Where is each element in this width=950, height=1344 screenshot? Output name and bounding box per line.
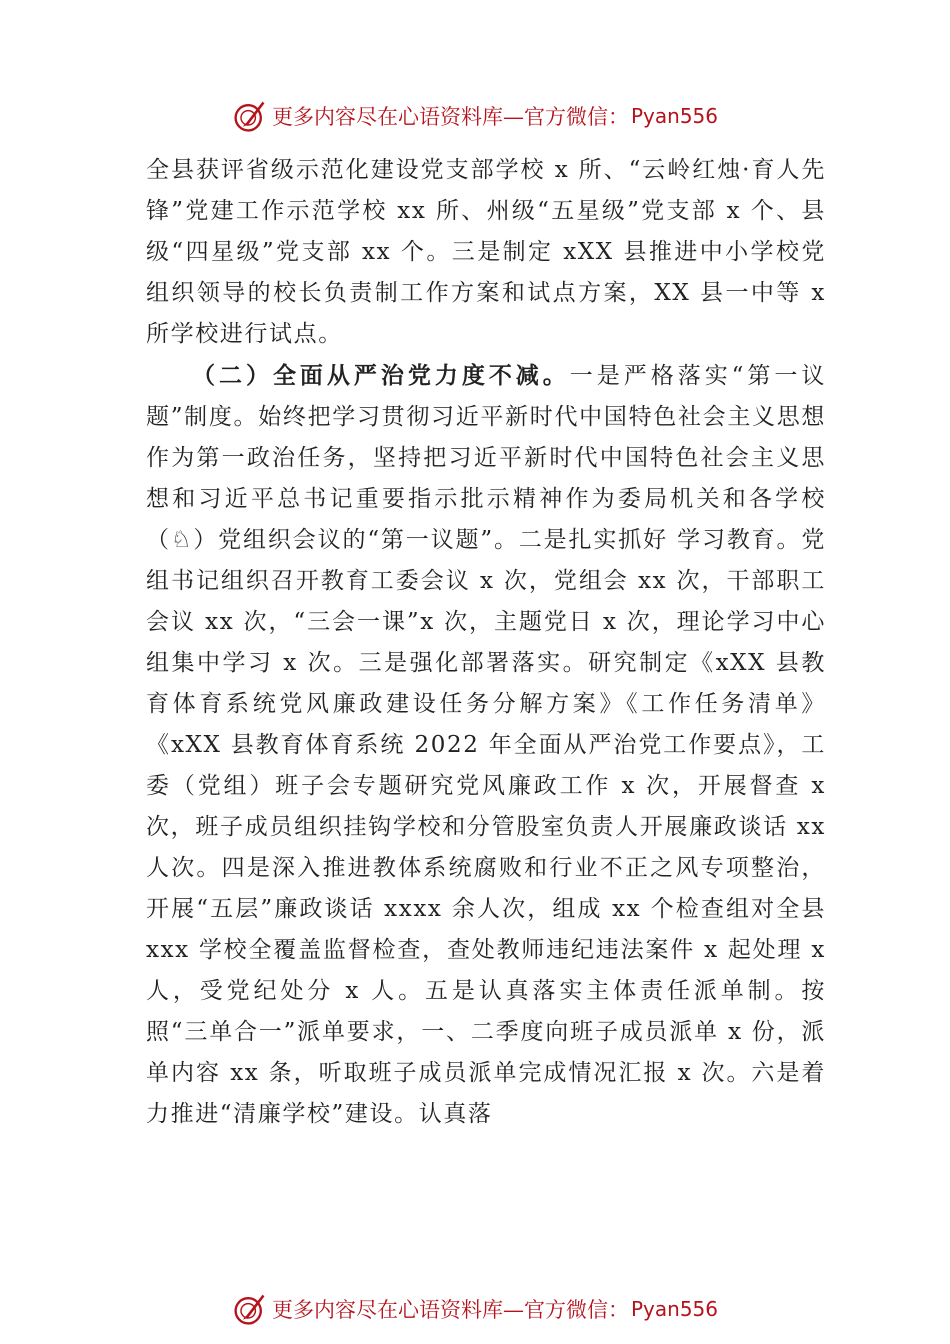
quill-seal-icon (232, 98, 268, 134)
section-heading: （二）全面从严治党力度不减。 (192, 362, 570, 389)
watermark-text: 更多内容尽在心语资料库—官方微信： (271, 1298, 629, 1322)
watermark-text: 更多内容尽在心语资料库—官方微信： (271, 105, 629, 129)
paragraph-2-text: 一是严格落实“第一议题”制度。始终把学习贯彻习近平新时代中国特色社会主义思想作为第一政治任务，坚持把习近平新时代中国特色社会主义思想和习近平总书记重要指示批示精神作为委局机关和各学校（♘）党组织会议的“第一议题”。二是扎实抓好 学习教育。党组书记组织召开教育工委会议 x 次，党组会 xx 次，干部职工会议 xx 次，“三会一课”x 次，主题党日 x 次，理论学习中心组集中学习 x 次。三是强化部署落实。研究制定《xXX 县教育体育系统党风廉政建设任务分解方案》《工作任务清单》《xXX 县教育体育系统 2022 年全面从严治党工作要点》，工委（党组）班子会专题研究党风廉政工作 x 次，开展督查 x 次，班子成员组织挂钩学校和分管股室负责人开展廉政谈话 xx 人次。四是深入推进教体系统腐败和行业不正之风专项整治，开展“五层”廉政谈话 xxxx 余人次，组成 xx 个检查组对全县 xxx 学校全覆盖监督检查，查处教师违纪违法案件 x 起处理 x 人，受党纪处分 x 人。五是认真落实主体责任派单制。按照“三单合一”派单要求，一、二季度向班子成员派单 x 份，派单内容 xx 条，听取班子成员派单完成情况汇报 x 次。六是着力推进“清廉学校”建设。认真落 (146, 363, 826, 1127)
document-body (146, 150, 826, 1135)
watermark-brand: Pyan556 (630, 104, 718, 128)
header-watermark (0, 96, 950, 136)
paragraph-2 (146, 355, 826, 1135)
paragraph-1-text: 全县获评省级示范化建设党支部学校 x 所、“云岭红烛·育人先锋”党建工作示范学校 xx 所、州级“五星级”党支部 x 个、县级“四星级”党支部 xx 个。三是制定 xXX 县推进中小学校党组织领导的校长负责制工作方案和试点方案，XX 县一中等 x 所学校进行试点。 (146, 157, 826, 347)
footer-watermark (0, 1289, 950, 1329)
paragraph-1 (146, 150, 826, 355)
watermark-brand: Pyan556 (630, 1297, 718, 1321)
quill-seal-icon (232, 1291, 268, 1327)
